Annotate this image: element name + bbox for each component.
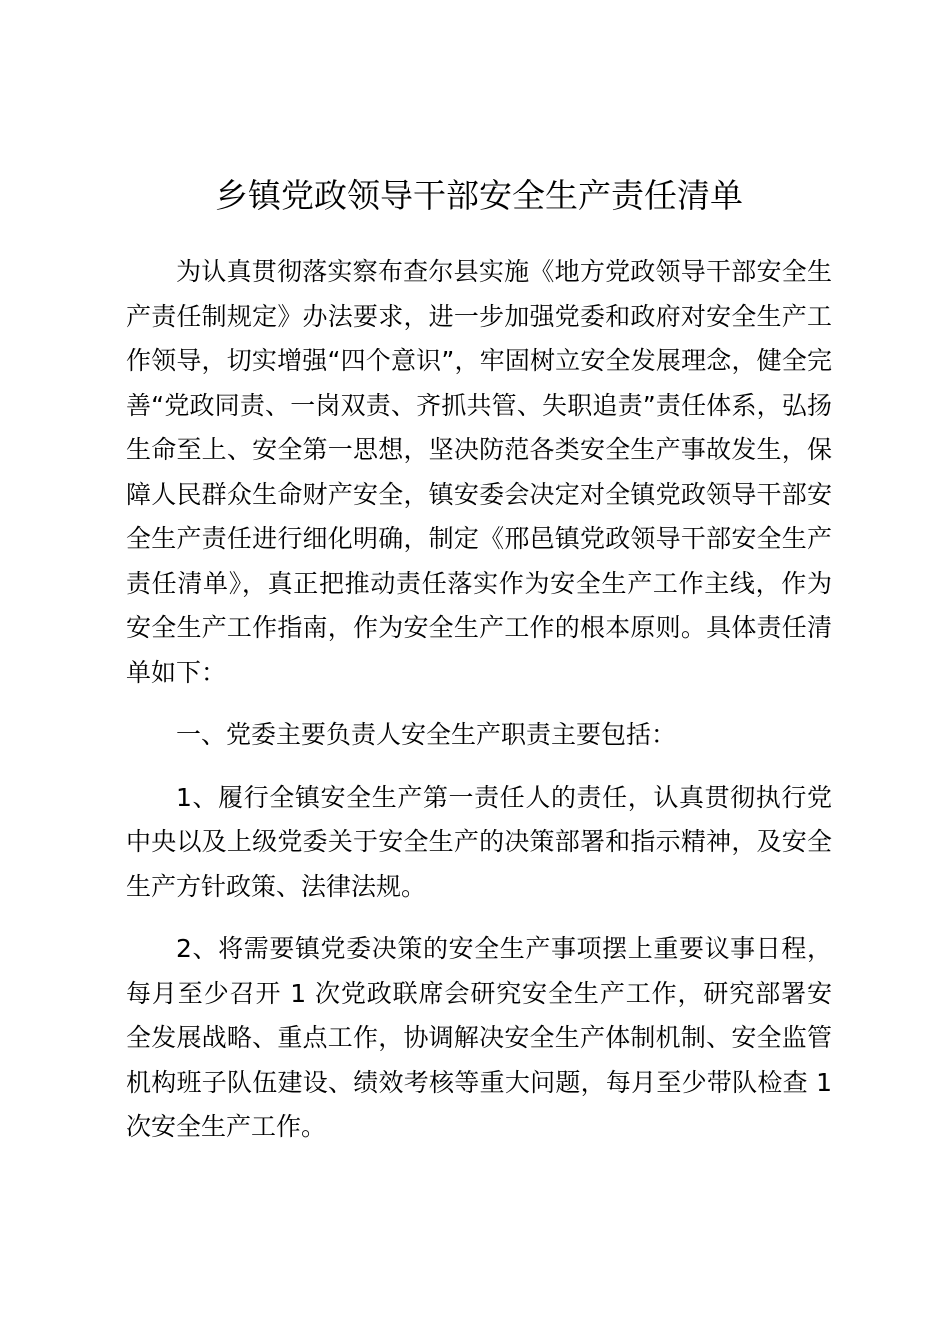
document-title: 乡镇党政领导干部安全生产责任清单: [215, 176, 743, 215]
document-page: [126, 170, 832, 1168]
list-item: 1、履行全镇安全生产第一责任人的责任，认真贯彻执行党中央以及上级党委关于安全生产的决策部署和指示精神，及安全生产方针政策、法律法规。: [126, 782, 832, 901]
section-heading: 一、党委主要负责人安全生产职责主要包括：: [176, 720, 677, 749]
list-item: 2、将需要镇党委决策的安全生产事项摆上重要议事日程，每月至少召开 1 次党政联席会研究安全生产工作，研究部署安全发展战略、重点工作，协调解决安全生产体制机制、安全监管机构班子队伍建设、绩效考核等重大问题，每月至少带队检查 1 次安全生产工作。: [126, 934, 832, 1141]
intro-paragraph: 为认真贯彻落实察布查尔县实施《地方党政领导干部安全生产责任制规定》办法要求，进一步加强党委和政府对安全生产工作领导，切实增强“四个意识”，牢固树立安全发展理念，健全完善“党政同责、一岗双责、齐抓共管、失职追责”责任体系，弘扬生命至上、安全第一思想，坚决防范各类安全生产事故发生，保障人民群众生命财产安全，镇安委会决定对全镇党政领导干部安全生产责任进行细化明确，制定《邢邑镇党政领导干部安全生产责任清单》，真正把推动责任落实作为安全生产工作主线，作为安全生产工作指南，作为安全生产工作的根本原则。具体责任清单如下：: [126, 257, 832, 687]
